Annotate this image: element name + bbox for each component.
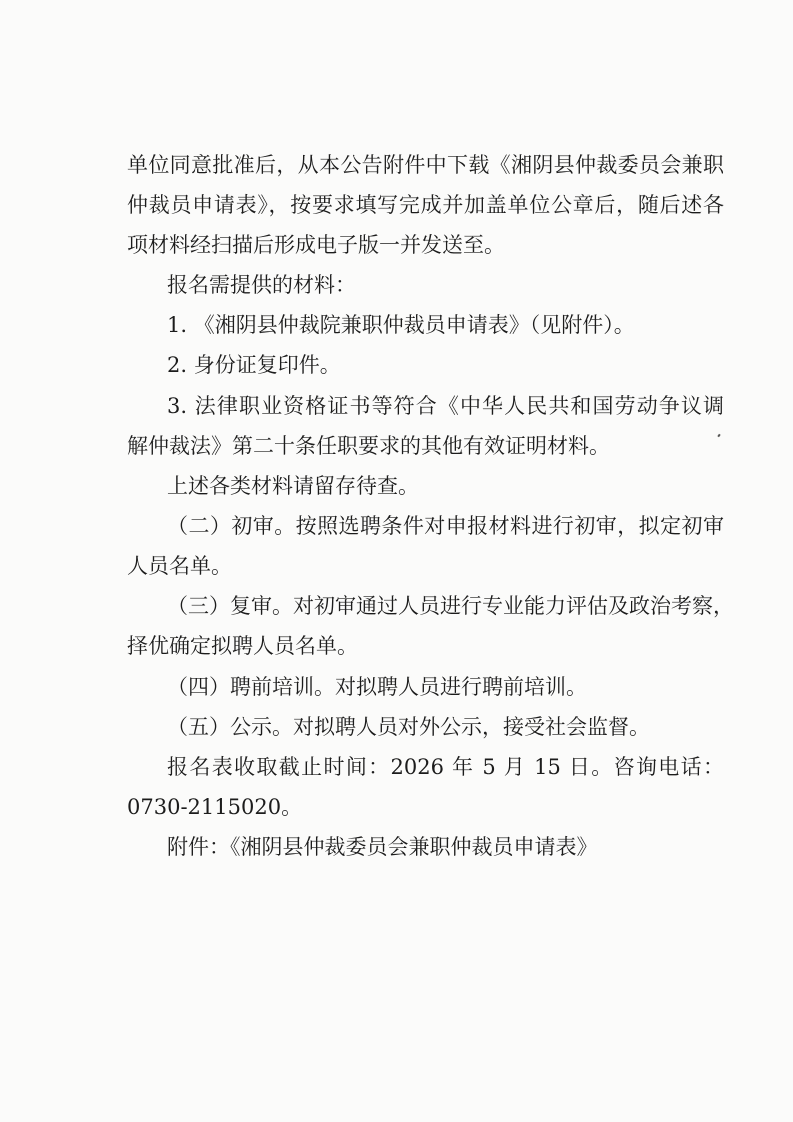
- list-item: 3. 法律职业资格证书等符合《中华人民共和国劳动争议调: [167, 394, 724, 418]
- paragraph-line: （二）初审。按照选聘条件对申报材料进行初审，拟定初审: [167, 514, 724, 538]
- list-item: 2. 身份证复印件。: [167, 353, 341, 377]
- paragraph-line: 择优确定拟聘人员名单。: [127, 634, 358, 658]
- paragraph-line: 人员名单。: [127, 554, 232, 578]
- paragraph-line: 单位同意批准后，从本公告附件中下载《湘阴县仲裁委员会兼职: [127, 153, 724, 177]
- paragraph-line: 上述各类材料请留存待查。: [167, 474, 419, 498]
- attachment-line: 附件：《湘阴县仲裁委员会兼职仲裁员申请表》: [167, 835, 598, 859]
- paragraph-line: （四）聘前培训。对拟聘人员进行聘前培训。: [167, 675, 587, 699]
- paragraph-line: （五）公示。对拟聘人员对外公示，接受社会监督。: [167, 715, 650, 739]
- paragraph-line: （三）复审。对初审通过人员进行专业能力评估及政治考察，: [167, 594, 734, 618]
- paragraph-line: 解仲裁法》第二十条任职要求的其他有效证明材料。: [127, 434, 610, 458]
- paragraph-line: 仲裁员申请表》，按要求填写完成并加盖单位公章后，随后述各: [127, 193, 724, 217]
- list-item: 1. 《湘阴县仲裁院兼职仲裁员申请表》（见附件）。: [167, 313, 635, 337]
- paragraph-line: 项材料经扫描后形成电子版一并发送至。: [127, 233, 505, 257]
- scan-speck: [717, 434, 720, 438]
- paragraph-line: 报名表收取截止时间：2026 年 5 月 15 日。咨询电话：: [167, 755, 724, 779]
- phone-number: 0730-2115020。: [127, 795, 303, 819]
- section-heading: 报名需提供的材料：: [167, 273, 356, 297]
